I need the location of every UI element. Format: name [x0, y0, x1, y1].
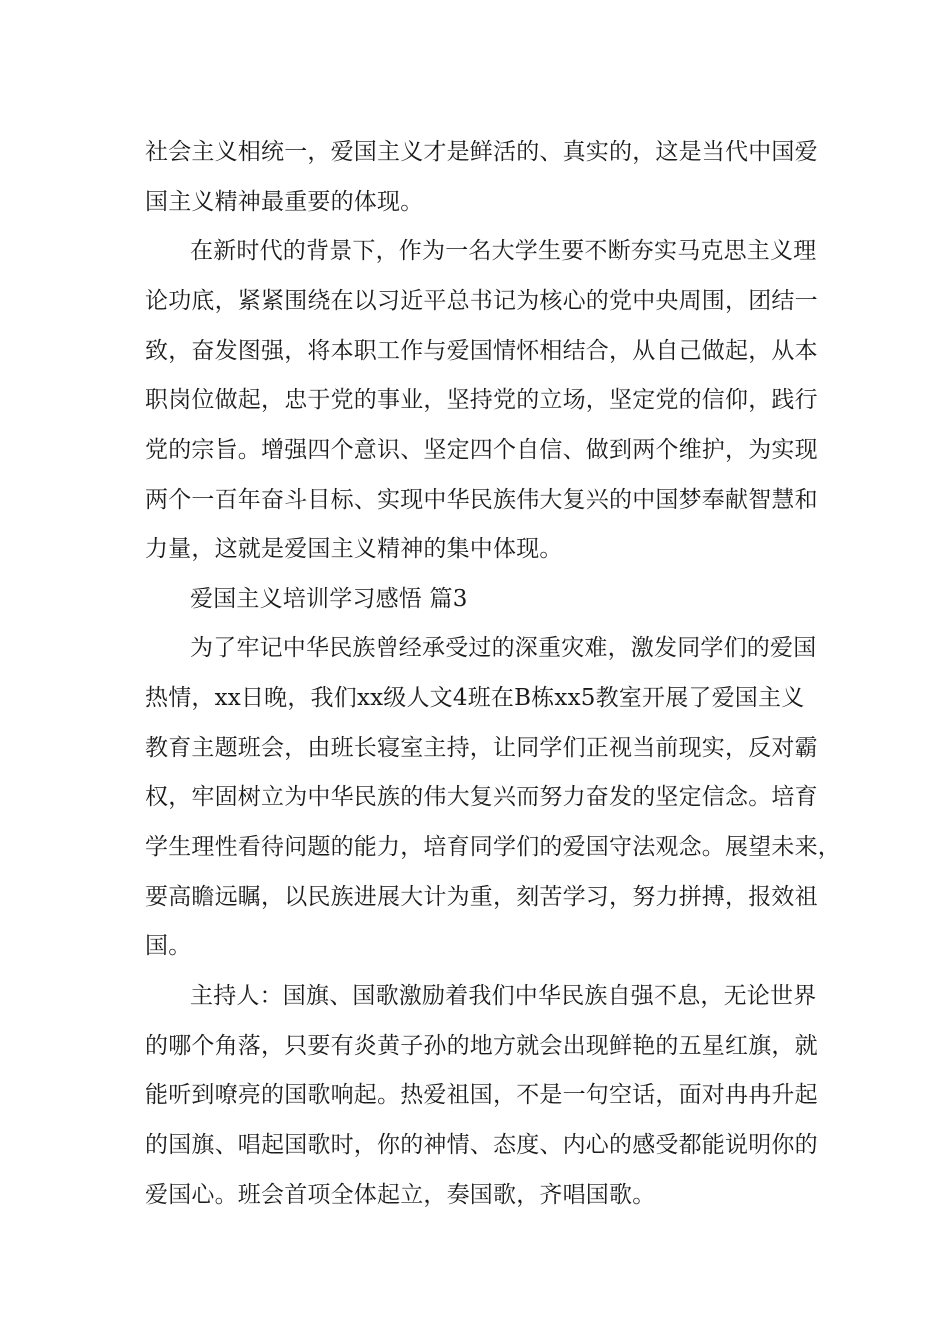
- paragraph-line: 的国旗、唱起国歌时，你的神情、态度、内心的感受都能说明你的: [145, 1132, 818, 1158]
- paragraph-line: 教育主题班会，由班长寝室主持，让同学们正视当前现实，反对霸: [145, 735, 818, 761]
- paragraph-line: 力量，这就是爱国主义精神的集中体现。: [145, 536, 563, 562]
- paragraph-line: 学生理性看待问题的能力，培育同学们的爱国守法观念。展望未来，: [145, 834, 841, 860]
- paragraph-line: 主持人：国旗、国歌激励着我们中华民族自强不息，无论世界: [190, 983, 817, 1009]
- paragraph-line: 热情，xx日晚，我们xx级人文4班在B栋xx5教室开展了爱国主义: [145, 685, 805, 711]
- paragraph-line: 国。: [145, 933, 192, 959]
- paragraph-line: 要高瞻远瞩，以民族进展大计为重，刻苦学习，努力拼搏，报效祖: [145, 884, 818, 910]
- paragraph-line: 职岗位做起，忠于党的事业，坚持党的立场，坚定党的信仰，践行: [145, 387, 818, 413]
- paragraph-line: 为了牢记中华民族曾经承受过的深重灾难，激发同学们的爱国: [190, 635, 817, 661]
- paragraph-line: 两个一百年奋斗目标、实现中华民族伟大复兴的中国梦奉献智慧和: [145, 487, 818, 513]
- paragraph-line: 权，牢固树立为中华民族的伟大复兴而努力奋发的坚定信念。培育: [145, 784, 818, 810]
- paragraph-line: 的哪个角落，只要有炎黄子孙的地方就会出现鲜艳的五星红旗，就: [145, 1033, 818, 1059]
- paragraph-line: 能听到嘹亮的国歌响起。热爱祖国，不是一句空话，面对冉冉升起: [145, 1082, 818, 1108]
- paragraph-line: 论功底，紧紧围绕在以习近平总书记为核心的党中央周围，团结一: [145, 288, 818, 314]
- section-heading: 爱国主义培训学习感悟 篇3: [190, 586, 468, 612]
- paragraph-line: 党的宗旨。增强四个意识、坚定四个自信、做到两个维护，为实现: [145, 437, 818, 463]
- paragraph-line: 国主义精神最重要的体现。: [145, 189, 424, 215]
- paragraph-line: 致，奋发图强，将本职工作与爱国情怀相结合，从自己做起，从本: [145, 338, 818, 364]
- paragraph-line: 在新时代的背景下，作为一名大学生要不断夯实马克思主义理: [190, 238, 817, 264]
- paragraph-line: 社会主义相统一，爱国主义才是鲜活的、真实的，这是当代中国爱: [145, 139, 818, 165]
- paragraph-line: 爱国心。班会首项全体起立，奏国歌，齐唱国歌。: [145, 1182, 656, 1208]
